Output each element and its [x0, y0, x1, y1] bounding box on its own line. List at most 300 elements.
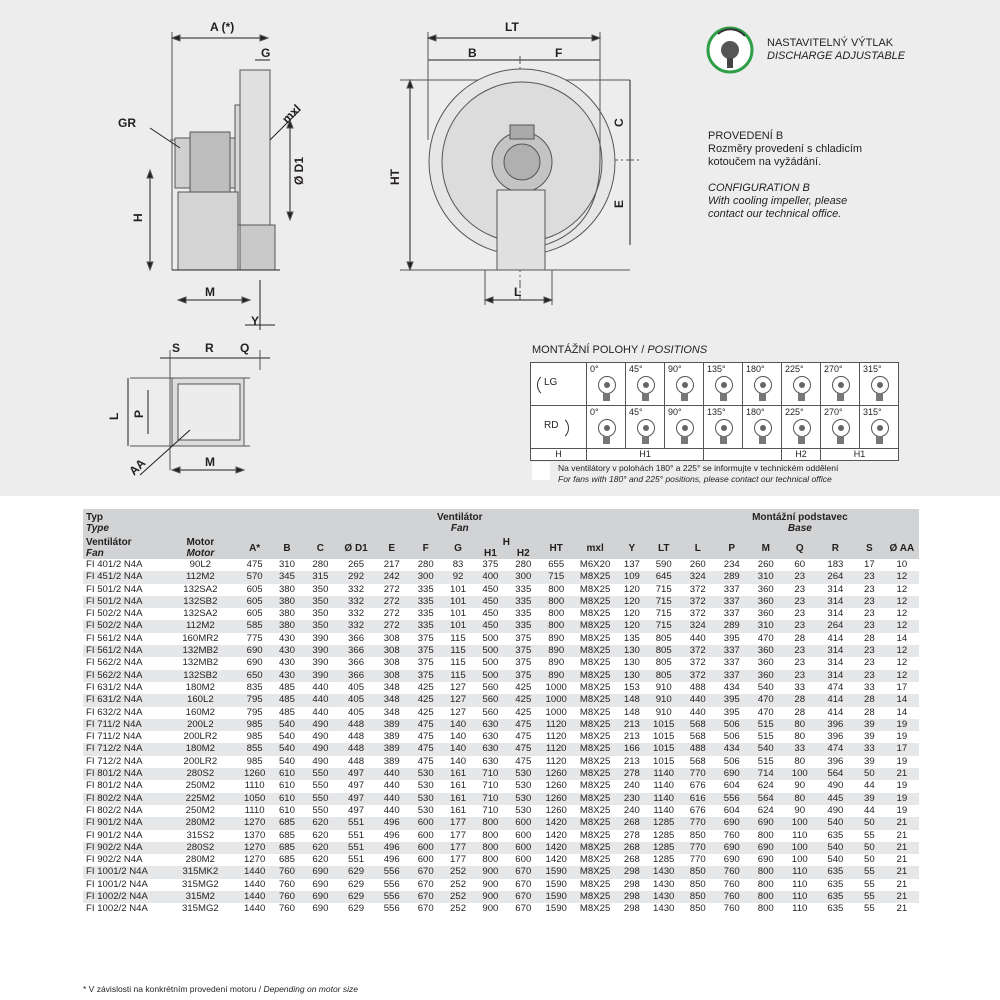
value-cell: 450	[482, 608, 499, 620]
value-cell: 710	[482, 804, 499, 816]
value-cell: 570	[239, 571, 271, 583]
value-cell: 127	[450, 706, 467, 718]
value-cell: 496	[375, 817, 409, 829]
value-cell: 800	[482, 854, 499, 866]
value-cell: 760	[723, 829, 740, 841]
header-col-d1: Ø D1	[337, 537, 374, 559]
value-cell: 272	[383, 608, 400, 620]
value-cell: 440	[383, 780, 400, 792]
header-col-g: G	[443, 537, 474, 559]
value-cell: 448	[348, 755, 365, 767]
fan-type-cell: FI 1001/2 N4A	[83, 866, 162, 878]
dim-b-label: B	[468, 46, 477, 60]
value-cell: 120	[623, 583, 640, 595]
value-cell: 23	[783, 670, 817, 682]
value-cell: 506	[723, 755, 740, 767]
value-cell: 177	[443, 842, 474, 854]
value-cell: 280	[312, 559, 329, 570]
pos-lg-180: 180°	[743, 363, 782, 406]
table-row	[83, 891, 919, 903]
positions-note-en: For fans with 180° and 225° positions, please contact our technical office	[558, 474, 832, 484]
value-cell: 800	[482, 829, 499, 841]
value-cell: 21	[885, 768, 919, 780]
header-col-lt: LT	[647, 537, 681, 559]
value-cell: 308	[375, 670, 409, 682]
positions-row-h	[531, 449, 899, 461]
table-row	[83, 670, 919, 682]
value-cell: 475	[409, 719, 443, 731]
value-cell: 1590	[545, 878, 567, 890]
value-cell: 396	[827, 731, 844, 743]
value-cell: 183	[827, 559, 844, 570]
value-cell: 600	[515, 829, 532, 841]
value-cell: 629	[337, 866, 374, 878]
value-cell: 448	[348, 731, 365, 743]
value-cell: M8X25	[573, 645, 617, 657]
value-cell: 685	[278, 854, 295, 866]
value-cell: 140	[450, 731, 467, 743]
value-cell: 310	[749, 571, 783, 583]
value-cell: 366	[348, 657, 365, 669]
value-cell: 770	[681, 842, 715, 854]
value-cell: 337	[715, 645, 749, 657]
value-cell: 278	[617, 768, 647, 780]
value-cell: 985	[246, 731, 263, 743]
value-cell: 1285	[653, 829, 675, 841]
value-cell: 800	[539, 620, 573, 632]
table-row	[83, 903, 919, 915]
value-cell: 690	[749, 817, 783, 829]
value-cell: 610	[278, 804, 295, 816]
value-cell: 629	[337, 891, 374, 903]
value-cell: 434	[723, 681, 740, 693]
value-cell: 635	[827, 829, 844, 841]
value-cell: 50	[864, 854, 875, 866]
value-cell: 530	[515, 804, 532, 816]
value-cell: 550	[303, 768, 337, 780]
value-cell: 1000	[539, 694, 573, 706]
value-cell: 375	[409, 645, 443, 657]
value-cell: 685	[271, 842, 304, 854]
value-cell: 300	[507, 571, 539, 583]
header-fan: Ventilátor Fan	[83, 537, 162, 559]
value-cell: M8X25	[573, 571, 617, 583]
value-cell: 770	[681, 768, 715, 780]
value-cell: 556	[383, 903, 400, 915]
motor-cell: 200LR2	[183, 731, 218, 743]
value-cell: 490	[312, 731, 329, 743]
value-cell: 795	[239, 694, 271, 706]
value-cell: 395	[723, 706, 740, 718]
value-cell: 910	[655, 681, 672, 693]
value-cell: 33	[783, 743, 817, 755]
value-cell: 474	[817, 743, 854, 755]
value-cell: 23	[864, 608, 875, 620]
value-cell: 770	[681, 817, 715, 829]
value-cell: 670	[507, 866, 539, 878]
value-cell: 850	[681, 866, 715, 878]
value-cell: 298	[623, 903, 640, 915]
value-cell: 670	[409, 891, 443, 903]
value-cell: 1140	[647, 793, 681, 805]
value-cell: 345	[271, 571, 304, 583]
value-cell: 23	[854, 571, 885, 583]
value-cell: M8X25	[579, 903, 611, 915]
value-cell: 470	[749, 694, 783, 706]
value-cell: 310	[749, 620, 783, 632]
pos-lg-0: 0°	[587, 363, 626, 406]
value-cell: 101	[443, 620, 474, 632]
value-cell: M8X25	[579, 632, 611, 644]
value-cell: 375	[417, 632, 434, 644]
value-cell: 92	[443, 571, 474, 583]
value-cell: M8X25	[579, 681, 611, 693]
value-cell: 380	[271, 620, 304, 632]
value-cell: 600	[507, 817, 539, 829]
value-cell: 450	[482, 583, 499, 595]
value-cell: M8X25	[579, 780, 611, 792]
value-cell: 1590	[545, 903, 567, 915]
value-cell: 1015	[653, 755, 675, 767]
technical-drawing	[0, 0, 1000, 496]
pos-rd-135: 135°	[704, 406, 743, 449]
dim-l2-label: L	[107, 412, 121, 420]
value-cell: 50	[854, 817, 885, 829]
value-cell: 585	[239, 620, 271, 632]
value-cell: 337	[723, 583, 740, 595]
value-cell: 497	[337, 768, 374, 780]
value-cell: 985	[246, 755, 263, 767]
value-cell: 39	[864, 731, 875, 743]
value-cell: 350	[303, 596, 337, 608]
value-cell: 506	[715, 719, 749, 731]
h2-label: H2	[782, 449, 821, 461]
pos-rd-90: 90°	[665, 406, 704, 449]
value-cell: 396	[827, 755, 844, 767]
motor-cell: 180M2	[162, 743, 239, 755]
value-cell: 540	[278, 731, 295, 743]
value-cell: 515	[749, 719, 783, 731]
value-cell: 890	[548, 632, 565, 644]
value-cell: 425	[417, 706, 434, 718]
value-cell: 425	[409, 694, 443, 706]
note-checkbox-box	[532, 462, 550, 480]
fan-type-cell: FI 502/2 N4A	[86, 608, 143, 620]
value-cell: 490	[312, 755, 329, 767]
value-cell: 28	[794, 706, 806, 718]
value-cell: 298	[617, 866, 647, 878]
fan-position-icon	[754, 376, 772, 394]
table-row	[83, 559, 919, 571]
motor-cell: 112M2	[162, 571, 239, 583]
value-cell: 289	[715, 620, 749, 632]
value-cell: 19	[896, 731, 908, 743]
value-cell: 890	[548, 657, 565, 669]
value-cell: 400	[473, 571, 507, 583]
value-cell: 335	[515, 583, 532, 595]
value-cell: 760	[723, 878, 740, 890]
value-cell: 630	[482, 755, 499, 767]
motor-cell: 132SA2	[183, 608, 218, 620]
value-cell: 120	[617, 596, 647, 608]
value-cell: 485	[271, 694, 304, 706]
fan-type-cell: FI 501/2 N4A	[83, 596, 162, 608]
value-cell: 1140	[653, 780, 675, 792]
dim-f-label: F	[555, 46, 563, 60]
table-row	[83, 743, 919, 755]
value-cell: 624	[757, 780, 774, 792]
value-cell: 23	[783, 645, 817, 657]
value-cell: 140	[443, 719, 474, 731]
value-cell: 23	[783, 571, 817, 583]
lg-label: LG	[544, 377, 558, 388]
value-cell: 120	[623, 608, 640, 620]
value-cell: 335	[409, 596, 443, 608]
value-cell: 19	[896, 804, 908, 816]
value-cell: 33	[864, 681, 875, 693]
motor-cell: 132SB2	[162, 596, 239, 608]
table-row	[83, 682, 919, 694]
value-cell: 177	[450, 829, 467, 841]
value-cell: 635	[827, 903, 844, 915]
motor-cell: 250M2	[185, 804, 216, 816]
value-cell: 490	[303, 743, 337, 755]
discharge-adjustable-icon	[708, 28, 752, 72]
value-cell: 414	[827, 632, 844, 644]
value-cell: 600	[515, 854, 532, 866]
fan-position-icon	[676, 419, 694, 437]
value-cell: 12	[896, 657, 908, 669]
value-cell: 500	[473, 645, 507, 657]
value-cell: 161	[450, 780, 467, 792]
fan-type-cell: FI 401/2 N4A	[86, 559, 143, 570]
value-cell: 805	[655, 657, 672, 669]
value-cell: 90	[794, 804, 806, 816]
value-cell: 710	[473, 768, 507, 780]
value-cell: 714	[749, 768, 783, 780]
motor-cell: 315S2	[186, 829, 215, 841]
value-cell: 324	[681, 620, 715, 632]
value-cell: 166	[617, 743, 647, 755]
value-cell: 110	[792, 878, 808, 890]
value-cell: 690	[715, 768, 749, 780]
value-cell: 366	[348, 632, 365, 644]
dimensions-table	[83, 509, 919, 916]
value-cell: 564	[749, 793, 783, 805]
value-cell: 485	[278, 706, 295, 718]
config-en-title: CONFIGURATION B	[708, 182, 810, 194]
motor-cell: 132MB2	[162, 645, 239, 657]
value-cell: 490	[827, 804, 844, 816]
value-cell: 161	[443, 793, 474, 805]
value-cell: 348	[375, 694, 409, 706]
value-cell: 800	[473, 842, 507, 854]
value-cell: 556	[375, 891, 409, 903]
value-cell: 375	[409, 670, 443, 682]
value-cell: 485	[278, 681, 295, 693]
value-cell: 1420	[539, 842, 573, 854]
value-cell: 440	[375, 768, 409, 780]
value-cell: 556	[375, 866, 409, 878]
dim-a-label: A (*)	[210, 20, 235, 34]
value-cell: 28	[864, 632, 875, 644]
value-cell: 300	[409, 571, 443, 583]
dim-lt-label: LT	[505, 20, 519, 34]
value-cell: 109	[617, 571, 647, 583]
fan-position-icon	[676, 376, 694, 394]
pos-rd-225: 225°	[782, 406, 821, 449]
value-cell: 500	[482, 657, 499, 669]
value-cell: 153	[623, 681, 640, 693]
value-cell: 127	[450, 681, 467, 693]
pos-lg-270: 270°	[821, 363, 860, 406]
fan-type-cell: FI 711/2 N4A	[83, 719, 162, 731]
value-cell: 272	[383, 583, 400, 595]
value-cell: 450	[473, 596, 507, 608]
value-cell: 268	[617, 817, 647, 829]
value-cell: 490	[303, 719, 337, 731]
value-cell: 690	[757, 854, 774, 866]
value-cell: 80	[783, 719, 817, 731]
value-cell: 805	[655, 632, 672, 644]
value-cell: 600	[507, 842, 539, 854]
fan-type-cell: FI 502/2 N4A	[83, 620, 162, 632]
value-cell: 551	[348, 854, 365, 866]
value-cell: 568	[681, 719, 715, 731]
pos-rd-0: 0°	[587, 406, 626, 449]
pos-lg-90: 90°	[665, 363, 704, 406]
value-cell: 332	[337, 620, 374, 632]
value-cell: 850	[689, 903, 706, 915]
value-cell: 12	[885, 645, 919, 657]
value-cell: 568	[689, 731, 706, 743]
fan-type-cell: FI 561/2 N4A	[83, 645, 162, 657]
value-cell: 710	[473, 793, 507, 805]
value-cell: 690	[239, 645, 271, 657]
value-cell: 314	[827, 657, 844, 669]
table-row	[83, 620, 919, 632]
pos-lg-225: 225°	[782, 363, 821, 406]
value-cell: 80	[783, 793, 817, 805]
value-cell: 440	[312, 706, 329, 718]
value-cell: 540	[749, 743, 783, 755]
fan-type-cell: FI 802/2 N4A	[86, 804, 143, 816]
value-cell: 475	[417, 731, 434, 743]
header-col-mxl: mxl	[573, 537, 617, 559]
value-cell: 440	[689, 706, 706, 718]
value-cell: M8X25	[579, 878, 611, 890]
value-cell: 1270	[239, 842, 271, 854]
value-cell: 19	[896, 780, 908, 792]
pos-rd-315: 315°	[860, 406, 899, 449]
value-cell: 1140	[647, 768, 681, 780]
value-cell: 12	[885, 596, 919, 608]
table-row	[83, 830, 919, 842]
value-cell: 800	[757, 903, 774, 915]
value-cell: M8X25	[573, 670, 617, 682]
value-cell: 80	[794, 731, 806, 743]
dim-e-label: E	[612, 199, 626, 208]
value-cell: M8X25	[573, 620, 617, 632]
value-cell: 496	[383, 829, 400, 841]
value-cell: 110	[783, 866, 817, 878]
value-cell: 390	[303, 670, 337, 682]
header-base-group: Montážní podstavec Base	[681, 509, 919, 537]
value-cell: 1420	[539, 817, 573, 829]
value-cell: 21	[885, 842, 919, 854]
value-cell: 530	[417, 780, 434, 792]
value-cell: 280	[515, 559, 532, 570]
value-cell: 395	[715, 694, 749, 706]
value-cell: 1260	[539, 793, 573, 805]
table-row	[83, 584, 919, 596]
value-cell: 1285	[647, 842, 681, 854]
value-cell: 308	[383, 632, 400, 644]
value-cell: 600	[417, 854, 434, 866]
value-cell: 1015	[653, 731, 675, 743]
value-cell: 715	[647, 620, 681, 632]
value-cell: 332	[348, 583, 365, 595]
value-cell: 44	[864, 804, 875, 816]
value-cell: 425	[515, 706, 532, 718]
value-cell: 260	[757, 559, 774, 570]
value-cell: 28	[783, 694, 817, 706]
value-cell: 488	[689, 681, 706, 693]
value-cell: 620	[303, 817, 337, 829]
value-cell: 635	[817, 866, 854, 878]
value-cell: 101	[450, 608, 467, 620]
value-cell: 910	[655, 706, 672, 718]
value-cell: 272	[375, 620, 409, 632]
fan-type-cell: FI 562/2 N4A	[83, 670, 162, 682]
value-cell: 55	[854, 866, 885, 878]
value-cell: 83	[452, 559, 464, 570]
value-cell: 645	[647, 571, 681, 583]
value-cell: 55	[864, 903, 875, 915]
value-cell: 434	[715, 743, 749, 755]
value-cell: 690	[312, 878, 329, 890]
value-cell: 430	[271, 670, 304, 682]
value-cell: 213	[617, 719, 647, 731]
value-cell: 23	[864, 583, 875, 595]
fan-type-cell: FI 1002/2 N4A	[86, 903, 148, 915]
value-cell: M8X25	[573, 743, 617, 755]
value-cell: 380	[278, 583, 295, 595]
value-cell: 50	[854, 842, 885, 854]
table-row	[83, 879, 919, 891]
fan-position-icon	[832, 419, 850, 437]
value-cell: 835	[246, 681, 263, 693]
value-cell: 80	[794, 755, 806, 767]
fan-type-cell: FI 631/2 N4A	[83, 694, 162, 706]
value-cell: 430	[278, 657, 295, 669]
value-cell: 805	[647, 670, 681, 682]
value-cell: 556	[715, 793, 749, 805]
value-cell: 800	[539, 596, 573, 608]
value-cell: 375	[507, 670, 539, 682]
value-cell: 800	[757, 878, 774, 890]
value-cell: 685	[271, 817, 304, 829]
value-cell: 560	[473, 694, 507, 706]
value-cell: 314	[827, 608, 844, 620]
value-cell: 23	[854, 645, 885, 657]
value-cell: M8X25	[579, 608, 611, 620]
value-cell: 1440	[239, 866, 271, 878]
value-cell: 760	[715, 891, 749, 903]
table-row	[83, 780, 919, 792]
value-cell: 676	[689, 804, 706, 816]
base-view	[128, 350, 270, 475]
